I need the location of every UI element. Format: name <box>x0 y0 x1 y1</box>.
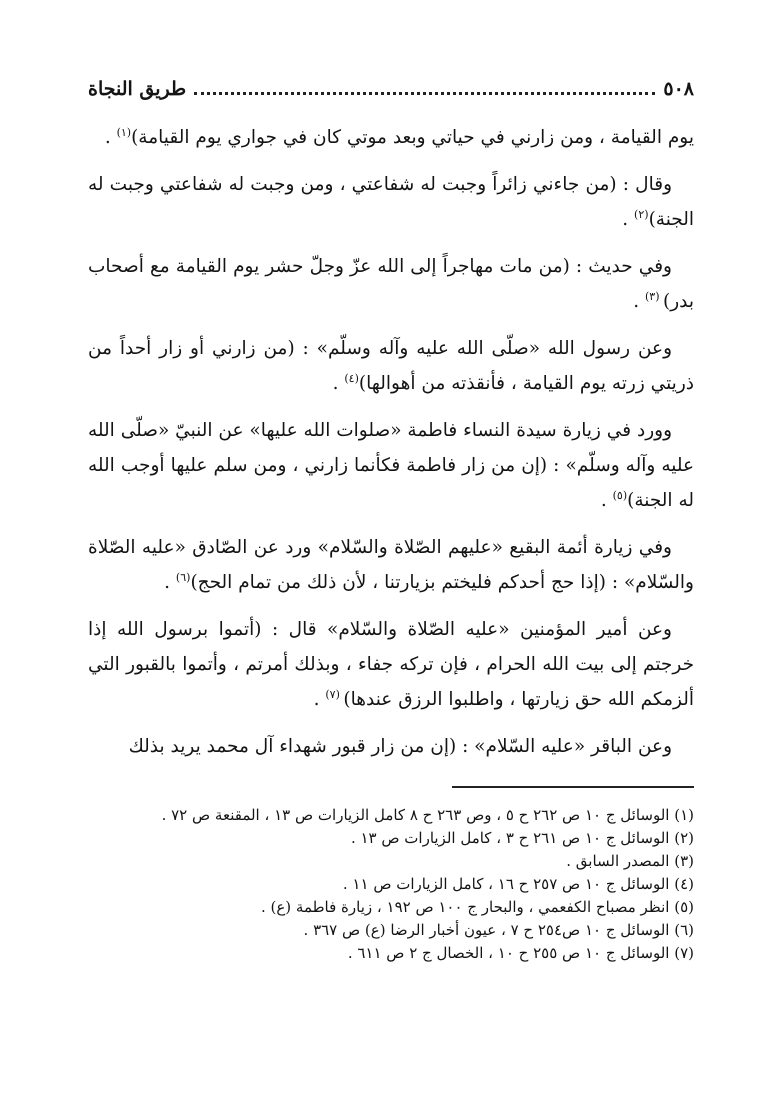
paragraph <box>88 612 694 717</box>
footnote-ref: (٦) <box>175 570 191 584</box>
paragraph <box>88 249 694 319</box>
paragraph <box>88 120 694 155</box>
footnote: (٧) الوسائل ج ١٠ ص ٢٥٥ ح ١٠ ، الخصال ج ٢ ص ٦١١ . <box>347 944 694 962</box>
paragraph-text: يوم القيامة ، ومن زارني في حياتي وبعد موتي كان في جواري يوم القيامة) <box>131 127 694 148</box>
paragraph <box>88 167 694 237</box>
footnote-ref: (١) <box>116 125 132 139</box>
paragraph-end: . <box>313 689 326 710</box>
book-title: طريق النجاة <box>88 78 187 100</box>
footnote-ref: (٤) <box>344 371 359 385</box>
paragraph-text: وفي زيارة أئمة البقيع «عليهم الصّلاة والسّلام» ورد عن الصّادق «عليه الصّلاة والسّلام» : (إذا حج أحدكم فليختم بزيارتنا ، لأن ذلك من تمام الحج) <box>88 537 694 593</box>
footnote: (٢) الوسائل ج ١٠ ص ٢٦١ ح ٣ ، كامل الزيارات ص ١٣ . <box>350 829 694 847</box>
paragraph-text: وقال : (من جاءني زائراً وجبت له شفاعتي ، ومن وجبت له شفاعتي وجبت له الجنة) <box>88 174 694 230</box>
body-text <box>88 120 694 764</box>
footnote: (٤) الوسائل ج ١٠ ص ٢٥٧ ح ١٦ ، كامل الزيارات ص ١١ . <box>342 875 694 893</box>
paragraph-end: . <box>332 373 345 394</box>
paragraph <box>88 413 694 518</box>
paragraph <box>88 530 694 600</box>
paragraph-text: وعن أمير المؤمنين «عليه الصّلاة والسّلام» قال : (أتموا برسول الله إذا خرجتم إلى بيت الله الحرام ، فإن تركه جفاء ، وبذلك أمرتم ، وأتموا بالقبور التي ألزمكم الله حق زيارتها ، واطلبوا الرزق عندها) <box>88 619 694 710</box>
paragraph <box>88 331 694 401</box>
paragraph <box>88 729 694 764</box>
footnote: (٦) الوسائل ج ١٠ ص٢٥٤ ح ٧ ، عيون أخبار الرضا (ع) ص ٣٦٧ . <box>303 921 694 939</box>
footnote-ref: (٣) <box>644 289 663 303</box>
footnote: (٣) المصدر السابق . <box>566 852 694 870</box>
footnote-separator <box>88 776 694 796</box>
footnote: (١) الوسائل ج ١٠ ص ٢٦٢ ح ٥ ، وص ٢٦٣ ح ٨ كامل الزيارات ص ١٣ ، المقنعة ص ٧٢ . <box>161 806 694 824</box>
paragraph-end: . <box>600 490 613 511</box>
footnote-ref: (٥) <box>612 488 628 502</box>
paragraph-end: . <box>164 572 176 593</box>
paragraph-end: . <box>104 127 117 148</box>
footnote-ref: (٧) <box>325 687 344 701</box>
page-number: ٥٠٨ <box>663 78 694 100</box>
paragraph-text: وورد في زيارة سيدة النساء فاطمة «صلوات الله عليها» عن النبيّ «صلّى الله عليه وآله وسلّم» : (إن من زار فاطمة فكأنما زارني ، ومن سلم عليها أوجب الله له الجنة) <box>88 420 694 511</box>
paragraph-end: . <box>633 291 645 312</box>
running-header <box>88 78 694 112</box>
paragraph-text: وعن رسول الله «صلّى الله عليه وآله وسلّم» : (من زارني أو زار أحداً من ذريتي زرته يوم القيامة ، فأنقذته من أهوالها) <box>88 338 694 394</box>
paragraph-text: وعن الباقر «عليه السّلام» : (إن من زار قبور شهداء آل محمد يريد بذلك <box>128 736 672 757</box>
footnote: (٥) انظر مصباح الكفعمي ، والبحار ج ١٠٠ ص ١٩٢ ، زيارة فاطمة (ع) . <box>260 898 694 916</box>
book-page <box>88 78 694 965</box>
footnote-ref: (٢) <box>634 207 649 221</box>
dotted-leader <box>194 91 655 95</box>
paragraph-end: . <box>622 209 635 230</box>
paragraph-text: وفي حديث : (من مات مهاجراً إلى الله عزّ وجلّ حشر يوم القيامة مع أصحاب بدر) <box>88 256 694 312</box>
footnotes <box>88 804 694 964</box>
